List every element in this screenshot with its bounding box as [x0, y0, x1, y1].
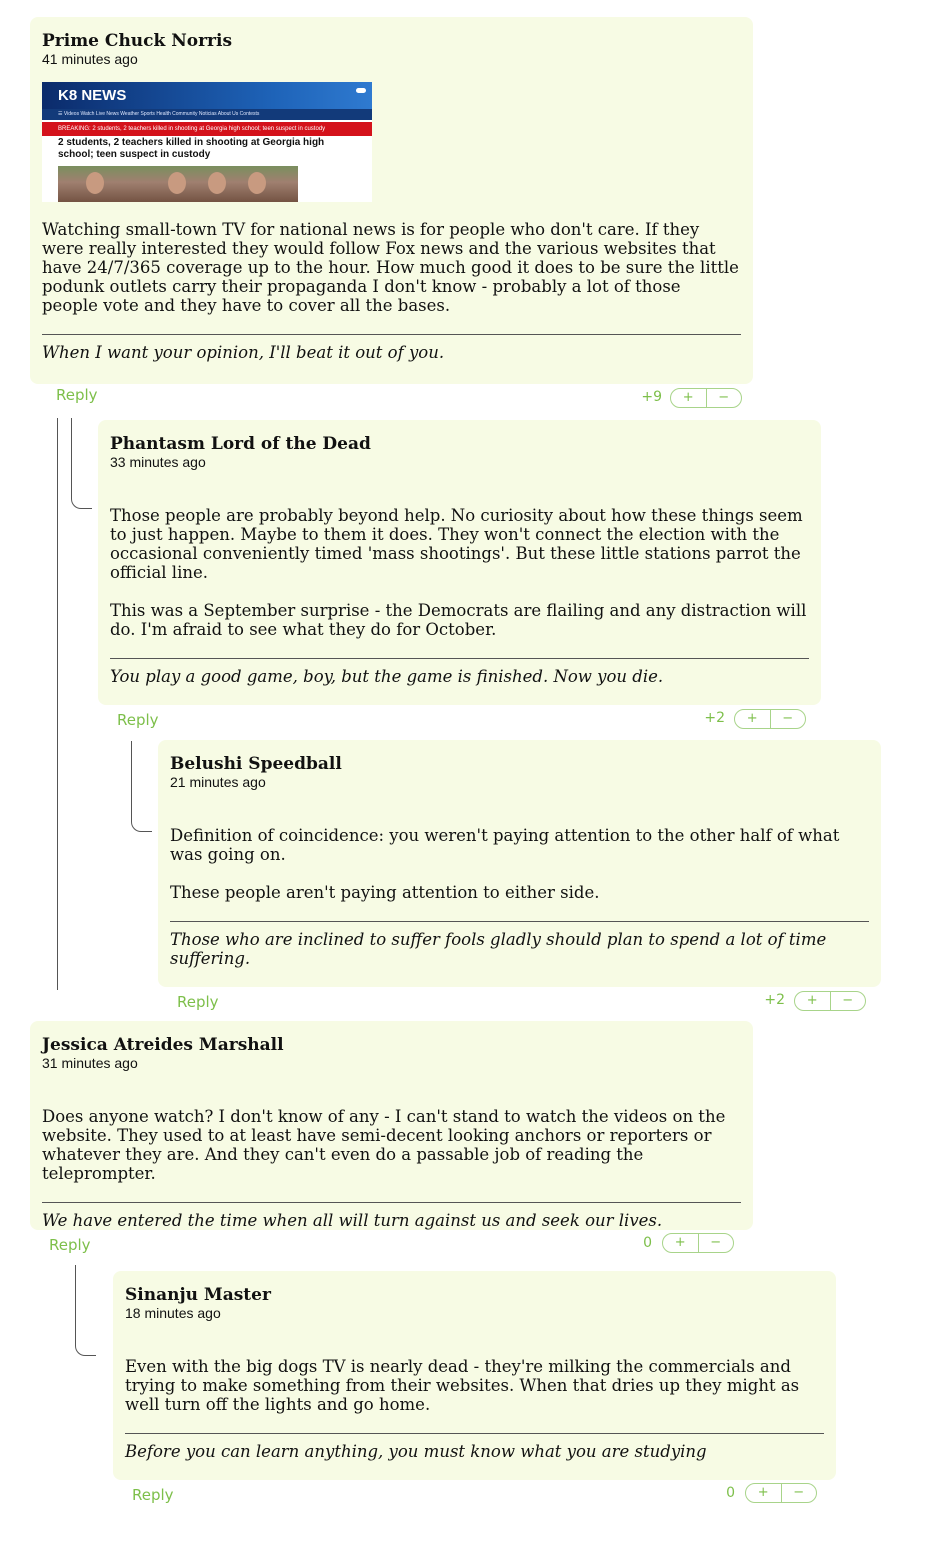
comment-timestamp: 21 minutes ago — [170, 774, 266, 790]
upvote-button[interactable]: + — [746, 711, 758, 726]
vote-score: +9 — [641, 389, 662, 405]
comment-author[interactable]: Belushi Speedball — [170, 754, 342, 774]
comment-signature: When I want your opinion, I'll beat it out of you. — [42, 343, 445, 362]
reply-button[interactable]: Reply — [117, 711, 159, 729]
comment-card — [30, 1021, 753, 1230]
upvote-button[interactable]: + — [674, 1235, 686, 1250]
comment-author[interactable]: Jessica Atreides Marshall — [42, 1035, 284, 1055]
signature-divider — [42, 334, 741, 335]
comment-signature: You play a good game, boy, but the game is finished. Now you die. — [110, 667, 664, 686]
downvote-button[interactable]: − — [770, 710, 806, 728]
thread-hook — [131, 741, 152, 832]
comment-body — [42, 1107, 741, 1183]
upvote-button[interactable]: + — [682, 390, 694, 405]
news-photo — [58, 166, 298, 202]
signature-divider — [110, 658, 809, 659]
reply-button[interactable]: Reply — [56, 386, 98, 404]
vote-control — [670, 388, 742, 408]
signature-divider — [170, 921, 869, 922]
news-screenshot-image — [42, 82, 372, 202]
vote-score: 0 — [643, 1235, 652, 1251]
upvote-button[interactable]: + — [806, 993, 818, 1008]
downvote-button[interactable]: − — [781, 1484, 817, 1502]
comment-timestamp: 41 minutes ago — [42, 51, 138, 67]
news-nav: ☰ Videos Watch Live News Weather Sports Health Community Noticias About Us Contests — [42, 109, 372, 120]
vote-control — [662, 1233, 734, 1253]
comment-timestamp: 18 minutes ago — [125, 1305, 221, 1321]
signature-divider — [125, 1433, 824, 1434]
comment-paragraph: These people aren't paying attention to either side. — [170, 883, 600, 902]
breaking-banner: BREAKING: 2 students, 2 teachers killed in shooting at Georgia high school; teen suspect in custody — [42, 122, 372, 136]
comment-paragraph: Those people are probably beyond help. No curiosity about how these things seem to just happen. Maybe to them it does. They won't connect the election with the occasional conveniently timed 'mass shootings'. But these little stations parrot the official line. — [110, 506, 803, 582]
comment-body — [42, 220, 741, 315]
vote-control — [745, 1483, 817, 1503]
comment-timestamp: 33 minutes ago — [110, 454, 206, 470]
comment-card — [113, 1271, 836, 1480]
comment-signature: Before you can learn anything, you must know what you are studying — [125, 1442, 707, 1461]
comment-body — [110, 506, 809, 639]
vote-score: 0 — [726, 1485, 735, 1501]
comment-paragraph: Watching small-town TV for national news is for people who don't care. If they were really interested they would follow Fox news and the various websites that have 24/7/365 coverage up to the hour. How much good it does to be sure the little podunk outlets carry their propaganda I don't know - probably a lot of those people vote and they have to cover all the bases. — [42, 220, 739, 315]
comment-signature: Those who are inclined to suffer fools gladly should plan to spend a lot of time suffering. — [170, 930, 827, 968]
weather-icon — [356, 88, 366, 93]
vote-score: +2 — [704, 710, 725, 726]
reply-button[interactable]: Reply — [177, 993, 219, 1011]
upvote-button[interactable]: + — [757, 1485, 769, 1500]
reply-button[interactable]: Reply — [132, 1486, 174, 1504]
thread-line — [57, 418, 58, 990]
vote-control — [734, 709, 806, 729]
comment-timestamp: 31 minutes ago — [42, 1055, 138, 1071]
signature-divider — [42, 1202, 741, 1203]
news-headline: 2 students, 2 teachers killed in shooting at Georgia high school; teen suspect in custody — [58, 137, 325, 160]
comment-card — [98, 420, 821, 705]
comment-body — [170, 826, 869, 902]
comment-card — [158, 740, 881, 987]
comment-paragraph: Definition of coincidence: you weren't paying attention to the other half of what was going on. — [170, 826, 840, 864]
comment-card — [30, 17, 753, 384]
thread-hook — [75, 1265, 96, 1356]
comment-body — [125, 1357, 824, 1414]
thread-hook — [71, 418, 92, 509]
downvote-button[interactable]: − — [698, 1234, 734, 1252]
comment-signature: We have entered the time when all will turn against us and seek our lives. — [42, 1211, 663, 1230]
vote-control — [794, 991, 866, 1011]
downvote-button[interactable]: − — [830, 992, 866, 1010]
comment-author[interactable]: Phantasm Lord of the Dead — [110, 434, 371, 454]
vote-score: +2 — [764, 992, 785, 1008]
comment-author[interactable]: Prime Chuck Norris — [42, 31, 233, 51]
comment-paragraph: Even with the big dogs TV is nearly dead - they're milking the commercials and trying to make something from their websites. When that dries up they might as well turn off the lights and go home. — [125, 1357, 800, 1414]
news-logo: K8 NEWS — [42, 82, 372, 109]
reply-button[interactable]: Reply — [49, 1236, 91, 1254]
comment-author[interactable]: Sinanju Master — [125, 1285, 271, 1305]
comment-paragraph: Does anyone watch? I don't know of any - I can't stand to watch the videos on the website. They used to at least have semi-decent looking anchors or reporters or whatever they are. And they can't even do a passable job of reading the teleprompter. — [42, 1107, 726, 1183]
downvote-button[interactable]: − — [706, 389, 742, 407]
comment-paragraph: This was a September surprise - the Democrats are flailing and any distraction will do. I'm afraid to see what they do for October. — [110, 601, 807, 639]
